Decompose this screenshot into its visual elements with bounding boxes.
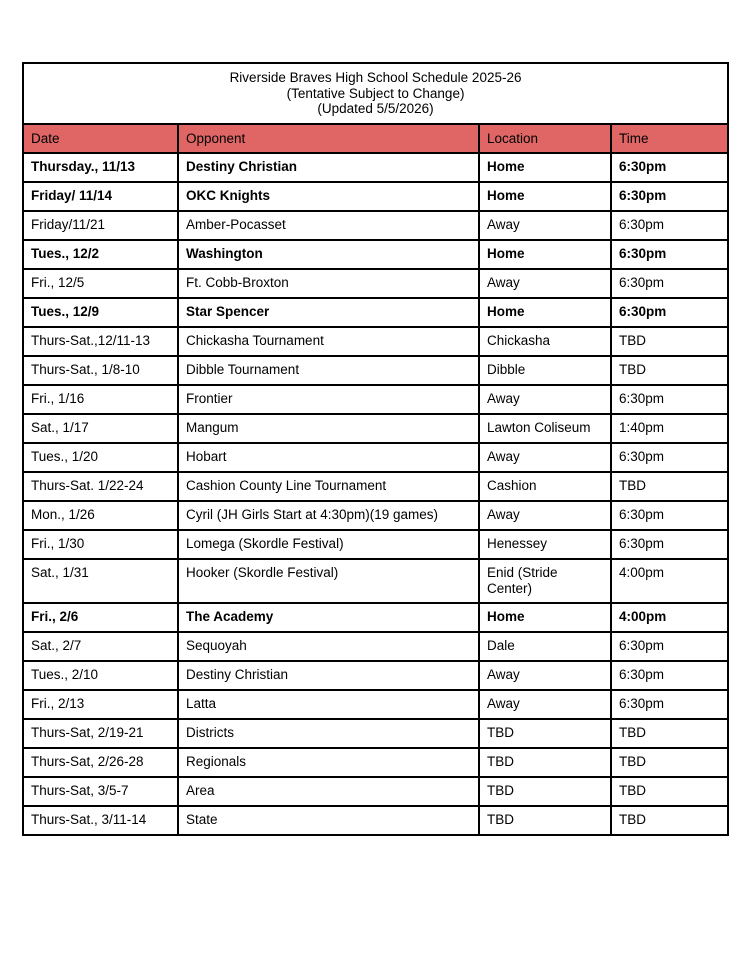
time-cell: 6:30pm xyxy=(611,443,728,472)
opponent-cell: Chickasha Tournament xyxy=(178,327,479,356)
location-cell: Away xyxy=(479,661,611,690)
opponent-cell: Destiny Christian xyxy=(178,153,479,182)
opponent-cell: Hooker (Skordle Festival) xyxy=(178,559,479,603)
table-row xyxy=(23,385,728,414)
time-cell: TBD xyxy=(611,748,728,777)
location-cell: Cashion xyxy=(479,472,611,501)
date-cell: Thurs-Sat., 1/8-10 xyxy=(23,356,178,385)
location-cell: Henessey xyxy=(479,530,611,559)
column-header-date: Date xyxy=(23,124,178,153)
time-cell: 6:30pm xyxy=(611,385,728,414)
location-cell: Dale xyxy=(479,632,611,661)
table-row xyxy=(23,153,728,182)
time-cell: 1:40pm xyxy=(611,414,728,443)
table-row xyxy=(23,777,728,806)
table-row xyxy=(23,182,728,211)
table-row xyxy=(23,661,728,690)
opponent-cell: Districts xyxy=(178,719,479,748)
date-cell: Thurs-Sat, 3/5-7 xyxy=(23,777,178,806)
opponent-cell: Ft. Cobb-Broxton xyxy=(178,269,479,298)
date-cell: Thurs-Sat, 2/19-21 xyxy=(23,719,178,748)
date-cell: Thurs-Sat. 1/22-24 xyxy=(23,472,178,501)
opponent-cell: Frontier xyxy=(178,385,479,414)
time-cell: 6:30pm xyxy=(611,501,728,530)
column-header-location: Location xyxy=(479,124,611,153)
date-cell: Fri., 2/13 xyxy=(23,690,178,719)
table-row xyxy=(23,632,728,661)
location-cell: Home xyxy=(479,153,611,182)
table-row xyxy=(23,690,728,719)
date-cell: Sat., 2/7 xyxy=(23,632,178,661)
column-header-time: Time xyxy=(611,124,728,153)
date-cell: Fri., 12/5 xyxy=(23,269,178,298)
opponent-cell: The Academy xyxy=(178,603,479,632)
time-cell: 6:30pm xyxy=(611,269,728,298)
date-cell: Friday/11/21 xyxy=(23,211,178,240)
location-cell: Home xyxy=(479,298,611,327)
opponent-cell: Latta xyxy=(178,690,479,719)
title-block xyxy=(23,63,728,124)
time-cell: TBD xyxy=(611,719,728,748)
date-cell: Thurs-Sat, 2/26-28 xyxy=(23,748,178,777)
subtitle-updated: (Updated 5/5/2026) xyxy=(317,101,434,117)
date-cell: Tues., 12/2 xyxy=(23,240,178,269)
time-cell: TBD xyxy=(611,777,728,806)
date-cell: Thurs-Sat.,12/11-13 xyxy=(23,327,178,356)
date-cell: Mon., 1/26 xyxy=(23,501,178,530)
opponent-cell: Lomega (Skordle Festival) xyxy=(178,530,479,559)
date-cell: Fri., 1/16 xyxy=(23,385,178,414)
time-cell: 6:30pm xyxy=(611,182,728,211)
table-row xyxy=(23,559,728,603)
time-cell: TBD xyxy=(611,356,728,385)
location-cell: Home xyxy=(479,182,611,211)
subtitle-tentative: (Tentative Subject to Change) xyxy=(286,85,465,101)
table-row xyxy=(23,472,728,501)
opponent-cell: Star Spencer xyxy=(178,298,479,327)
table-row xyxy=(23,327,728,356)
date-cell: Thurs-Sat., 3/11-14 xyxy=(23,806,178,835)
opponent-cell: State xyxy=(178,806,479,835)
date-cell: Sat., 1/31 xyxy=(23,559,178,603)
location-cell: TBD xyxy=(479,806,611,835)
table-row xyxy=(23,603,728,632)
table-row xyxy=(23,806,728,835)
table-row xyxy=(23,269,728,298)
table-row xyxy=(23,443,728,472)
opponent-cell: Dibble Tournament xyxy=(178,356,479,385)
date-cell: Tues., 12/9 xyxy=(23,298,178,327)
table-row xyxy=(23,211,728,240)
time-cell: 6:30pm xyxy=(611,240,728,269)
table-row xyxy=(23,501,728,530)
opponent-cell: Mangum xyxy=(178,414,479,443)
opponent-cell: Area xyxy=(178,777,479,806)
date-cell: Sat., 1/17 xyxy=(23,414,178,443)
time-cell: 6:30pm xyxy=(611,530,728,559)
table-row xyxy=(23,748,728,777)
time-cell: 4:00pm xyxy=(611,603,728,632)
location-cell: Away xyxy=(479,385,611,414)
time-cell: 6:30pm xyxy=(611,690,728,719)
location-cell: Chickasha xyxy=(479,327,611,356)
title-row xyxy=(23,63,728,124)
location-cell: Home xyxy=(479,603,611,632)
time-cell: 6:30pm xyxy=(611,661,728,690)
time-cell: TBD xyxy=(611,327,728,356)
table-row xyxy=(23,356,728,385)
location-cell: Away xyxy=(479,501,611,530)
table-row xyxy=(23,298,728,327)
column-header-row xyxy=(23,124,728,153)
schedule-body xyxy=(23,153,728,835)
date-cell: Fri., 2/6 xyxy=(23,603,178,632)
time-cell: 6:30pm xyxy=(611,298,728,327)
location-cell: Home xyxy=(479,240,611,269)
opponent-cell: Amber-Pocasset xyxy=(178,211,479,240)
date-cell: Tues., 1/20 xyxy=(23,443,178,472)
location-cell: Away xyxy=(479,690,611,719)
opponent-cell: Hobart xyxy=(178,443,479,472)
time-cell: TBD xyxy=(611,472,728,501)
schedule-table xyxy=(22,62,729,836)
time-cell: TBD xyxy=(611,806,728,835)
location-cell: Away xyxy=(479,211,611,240)
page-title: Riverside Braves High School Schedule 2025-26 xyxy=(229,70,522,86)
time-cell: 6:30pm xyxy=(611,153,728,182)
date-cell: Tues., 2/10 xyxy=(23,661,178,690)
date-cell: Thursday., 11/13 xyxy=(23,153,178,182)
location-cell: TBD xyxy=(479,748,611,777)
location-cell: Away xyxy=(479,269,611,298)
column-header-opponent: Opponent xyxy=(178,124,479,153)
table-row xyxy=(23,719,728,748)
table-row xyxy=(23,240,728,269)
opponent-cell: Cyril (JH Girls Start at 4:30pm)(19 games) xyxy=(178,501,479,530)
time-cell: 6:30pm xyxy=(611,211,728,240)
time-cell: 4:00pm xyxy=(611,559,728,603)
location-cell: TBD xyxy=(479,719,611,748)
date-cell: Fri., 1/30 xyxy=(23,530,178,559)
date-cell: Friday/ 11/14 xyxy=(23,182,178,211)
opponent-cell: Cashion County Line Tournament xyxy=(178,472,479,501)
location-cell: Lawton Coliseum xyxy=(479,414,611,443)
location-cell: TBD xyxy=(479,777,611,806)
table-row xyxy=(23,414,728,443)
opponent-cell: Sequoyah xyxy=(178,632,479,661)
opponent-cell: Regionals xyxy=(178,748,479,777)
opponent-cell: Destiny Christian xyxy=(178,661,479,690)
opponent-cell: OKC Knights xyxy=(178,182,479,211)
location-cell: Dibble xyxy=(479,356,611,385)
location-cell: Away xyxy=(479,443,611,472)
time-cell: 6:30pm xyxy=(611,632,728,661)
table-row xyxy=(23,530,728,559)
opponent-cell: Washington xyxy=(178,240,479,269)
location-cell: Enid (Stride Center) xyxy=(479,559,611,603)
